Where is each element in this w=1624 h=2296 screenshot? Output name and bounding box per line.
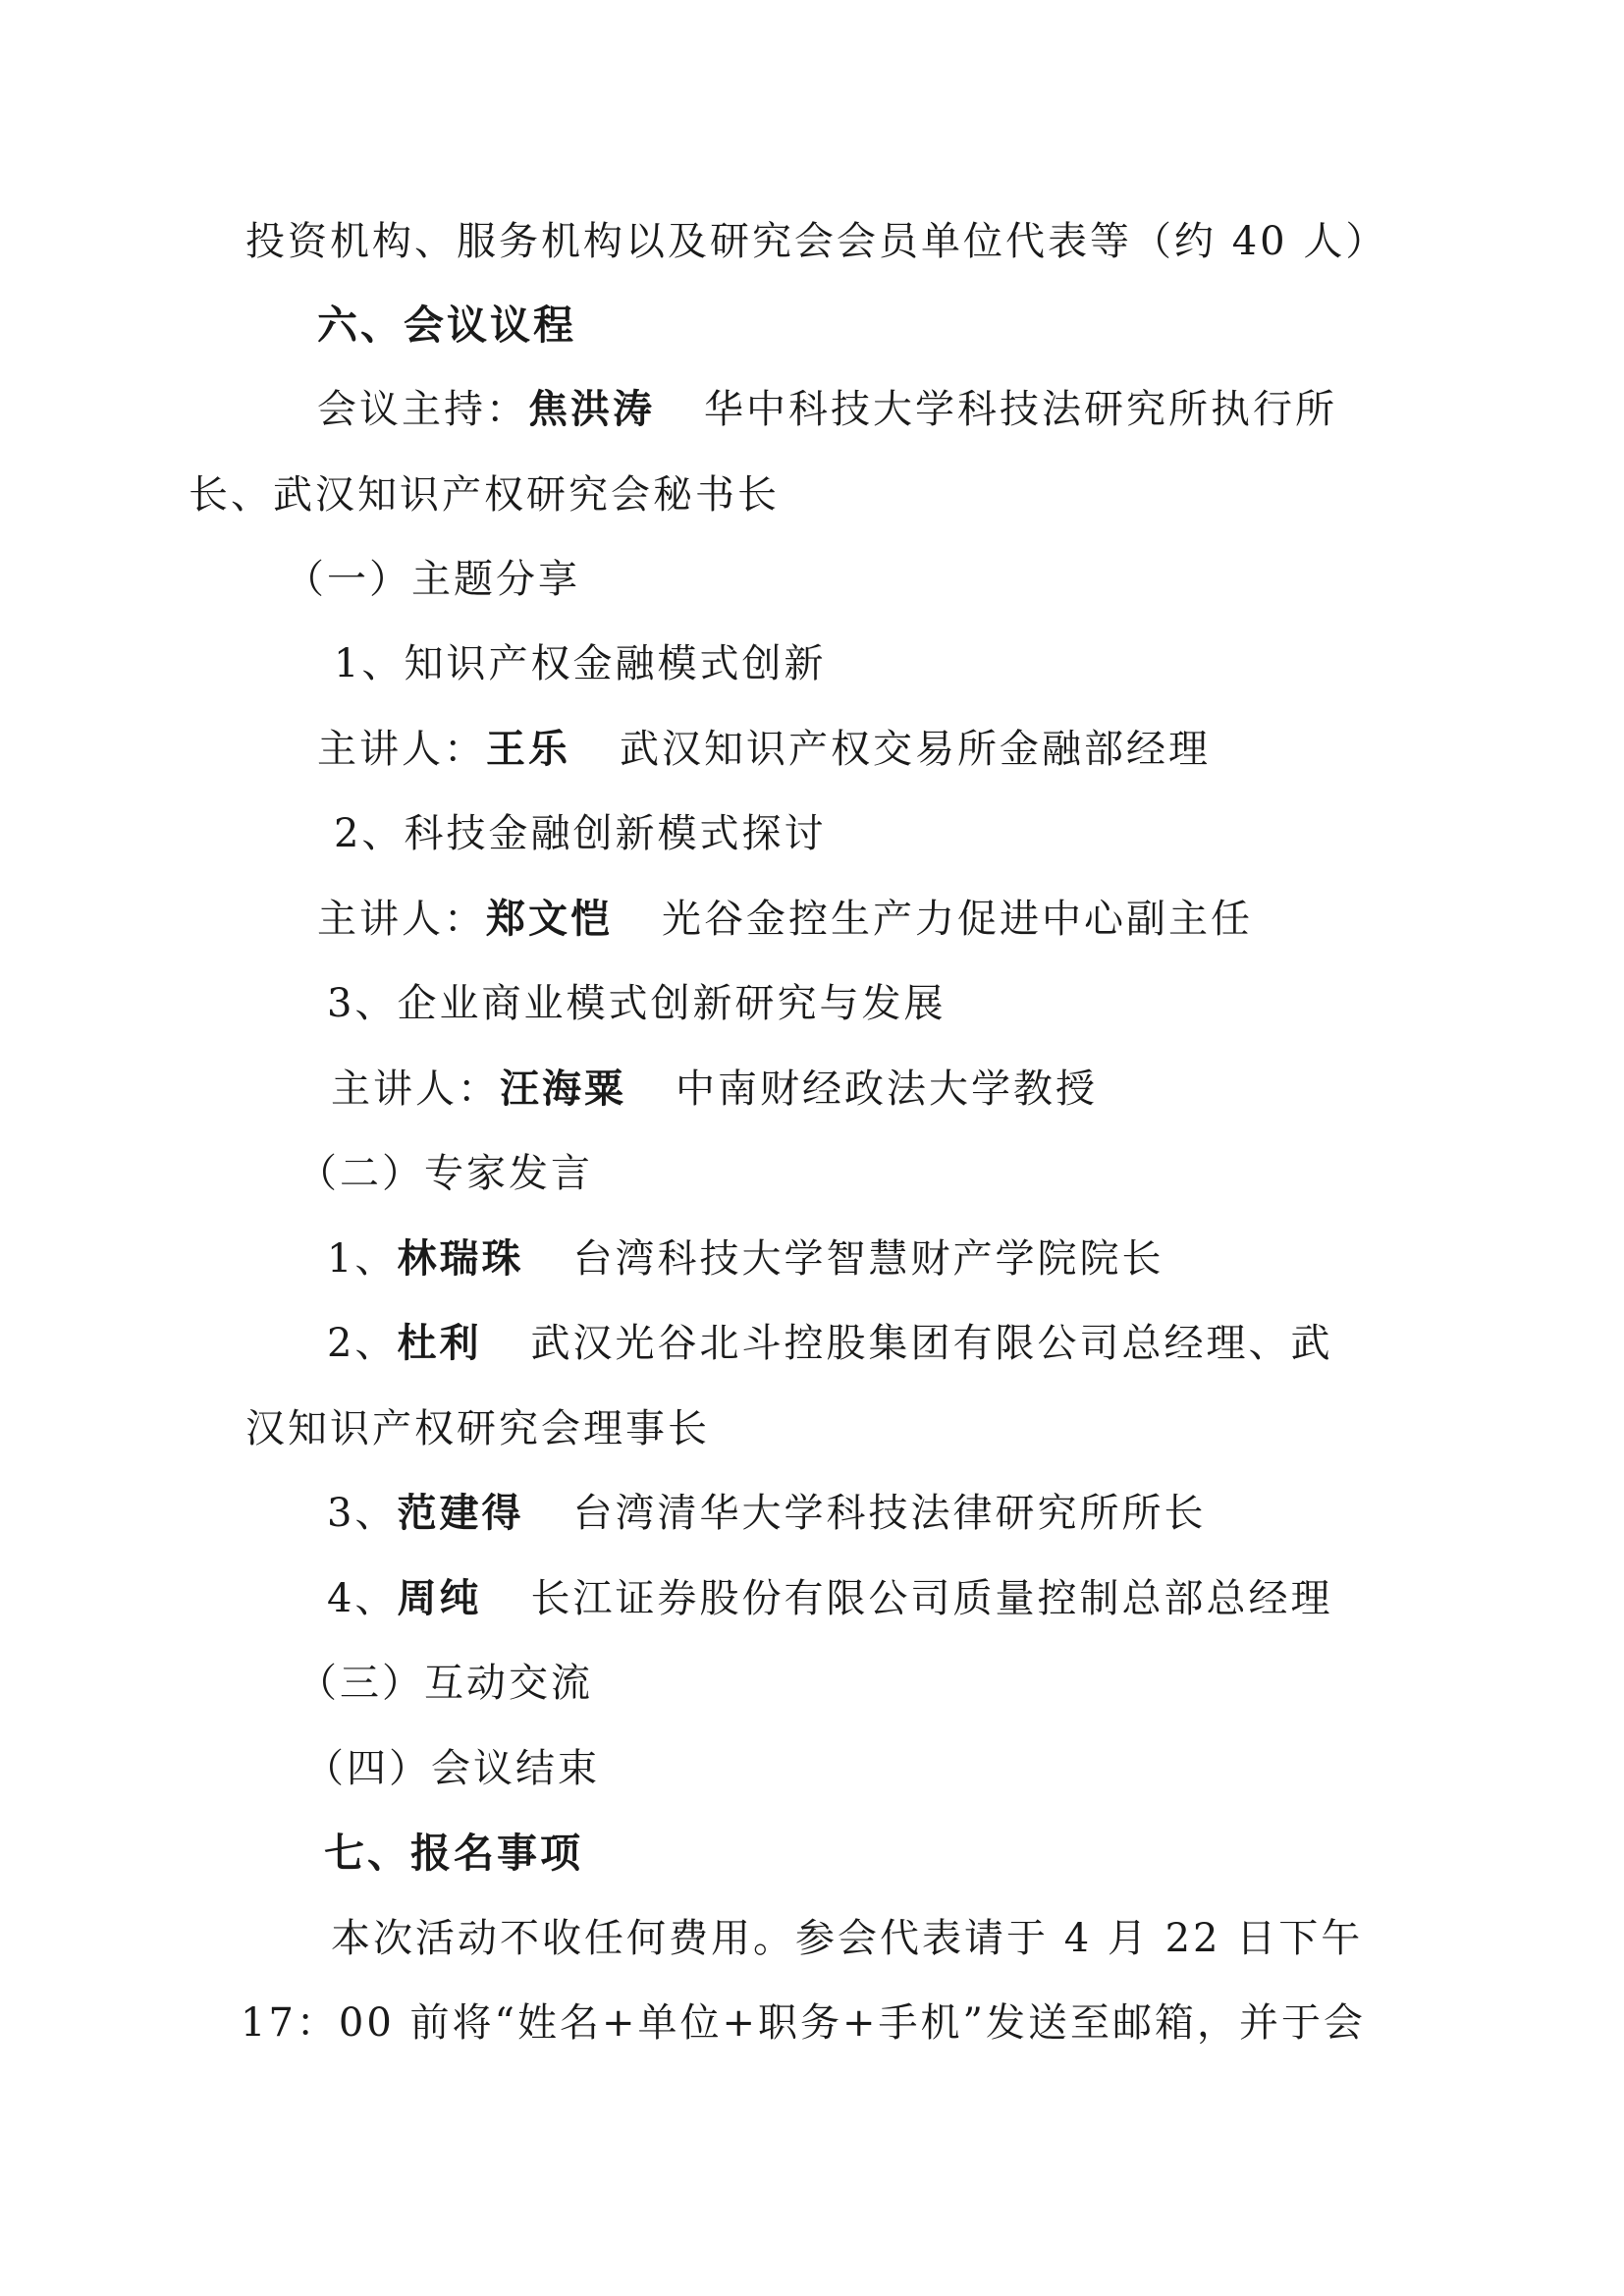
expert-1-index: 1、 — [327, 1236, 398, 1282]
expert-2-name: 杜利 — [397, 1320, 482, 1366]
label-speaker: 主讲人： — [317, 897, 486, 942]
host-name: 焦洪涛 — [528, 386, 655, 432]
speaker-1 — [317, 724, 1211, 775]
text-agenda-heading: 六、会议议程 — [317, 301, 576, 349]
host-title: 华中科技大学科技法研究所执行所 — [704, 387, 1337, 432]
speaker-2 — [317, 894, 1253, 945]
section-heading-agenda — [317, 300, 576, 351]
expert-1-name: 林瑞珠 — [397, 1235, 524, 1282]
paragraph-registration — [331, 1913, 1363, 1964]
text-registration-1: 本次活动不收任何费用。参会代表请于 4 月 22 日下午 — [331, 1916, 1364, 1961]
paragraph-host-cont — [189, 469, 780, 520]
label-speaker: 主讲人： — [317, 727, 486, 772]
speaker-2-title: 光谷金控生产力促进中心副主任 — [662, 897, 1253, 942]
expert-4-index: 4、 — [327, 1576, 398, 1621]
text-topic-2: 2、科技金融创新模式探讨 — [334, 811, 827, 856]
subsection-interaction — [298, 1658, 593, 1709]
expert-1-title: 台湾科技大学智慧财产学院院长 — [572, 1236, 1164, 1282]
speaker-2-name: 郑文恺 — [486, 896, 613, 942]
label-host: 会议主持： — [317, 387, 528, 432]
expert-4-name: 周纯 — [397, 1575, 482, 1621]
expert-4 — [327, 1573, 1332, 1624]
text-closing: （四）会议结束 — [304, 1746, 600, 1791]
speaker-3-title: 中南财经政法大学教授 — [676, 1066, 1098, 1112]
text-topic-1: 1、知识产权金融模式创新 — [334, 641, 827, 686]
expert-2-title-cont: 汉知识产权研究会理事长 — [245, 1406, 710, 1451]
paragraph-registration-cont — [241, 1997, 1366, 2049]
expert-3-title: 台湾清华大学科技法律研究所所长 — [572, 1491, 1207, 1536]
expert-1 — [327, 1233, 1164, 1285]
topic-1 — [334, 638, 826, 689]
paragraph-participants — [245, 216, 1387, 267]
speaker-3-name: 汪海粟 — [500, 1066, 626, 1112]
section-heading-registration — [324, 1828, 583, 1879]
speaker-1-title: 武汉知识产权交易所金融部经理 — [620, 727, 1211, 772]
expert-3 — [327, 1488, 1206, 1539]
expert-2-cont — [245, 1403, 710, 1454]
subsection-closing — [304, 1743, 600, 1794]
speaker-1-name: 王乐 — [486, 726, 570, 772]
text-theme-sharing: （一）主题分享 — [285, 557, 580, 602]
speaker-3 — [331, 1064, 1098, 1115]
expert-2-index: 2、 — [327, 1321, 398, 1366]
text-interaction: （三）互动交流 — [298, 1661, 593, 1706]
text-topic-3: 3、企业商业模式创新研究与发展 — [327, 981, 947, 1026]
expert-2 — [327, 1318, 1332, 1369]
expert-3-name: 范建得 — [397, 1490, 524, 1536]
subsection-expert-speech — [298, 1148, 593, 1199]
subsection-theme-sharing — [285, 554, 580, 605]
expert-2-title: 武汉光谷北斗控股集团有限公司总经理、武 — [530, 1321, 1333, 1366]
topic-2 — [334, 808, 826, 859]
label-speaker: 主讲人： — [331, 1066, 500, 1112]
expert-4-title: 长江证券股份有限公司质量控制总部总经理 — [530, 1576, 1333, 1621]
topic-3 — [327, 978, 946, 1029]
text-registration-heading: 七、报名事项 — [324, 1830, 583, 1877]
text-participants: 投资机构、服务机构以及研究会会员单位代表等（约 40 人） — [245, 219, 1388, 264]
expert-3-index: 3、 — [327, 1491, 398, 1536]
paragraph-host — [317, 384, 1337, 435]
host-title-cont: 长、武汉知识产权研究会秘书长 — [189, 472, 780, 518]
text-expert-speech: （二）专家发言 — [298, 1151, 593, 1196]
text-registration-2: 17：00 前将“姓名+单位+职务+手机”发送至邮箱，并于会 — [241, 2000, 1366, 2046]
